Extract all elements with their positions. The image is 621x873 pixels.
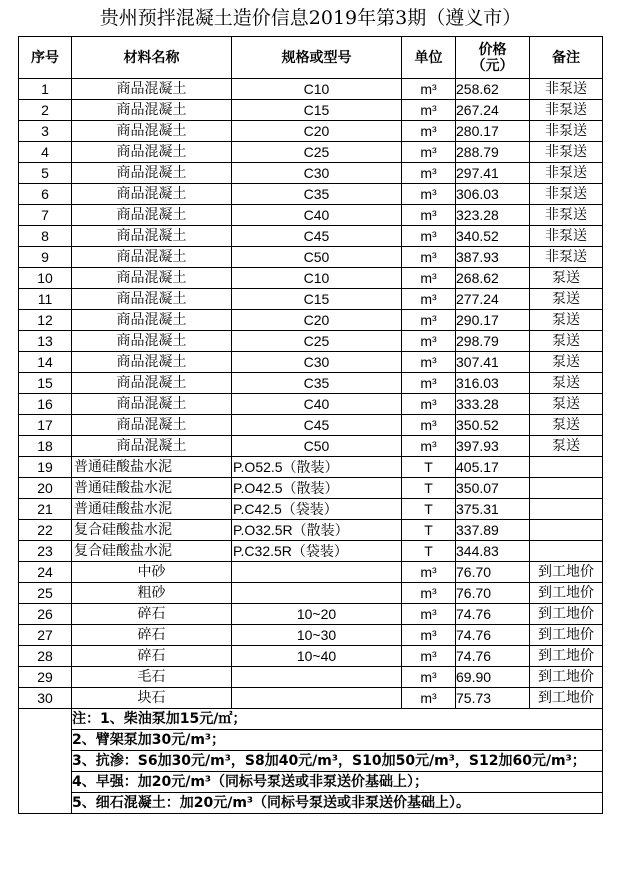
table-row bbox=[19, 646, 603, 667]
row-number-cell: 29 bbox=[19, 667, 72, 688]
table-row bbox=[19, 352, 603, 373]
price-cell: 267.24 bbox=[456, 100, 530, 121]
price-cell: 74.76 bbox=[456, 604, 530, 625]
table-row bbox=[19, 310, 603, 331]
table-row bbox=[19, 625, 603, 646]
remark-cell bbox=[530, 541, 603, 562]
remark-cell: 泵送 bbox=[530, 268, 603, 289]
unit-cell: m³ bbox=[402, 604, 456, 625]
row-number-cell: 8 bbox=[19, 226, 72, 247]
row-number-cell: 11 bbox=[19, 289, 72, 310]
price-cell: 277.24 bbox=[456, 289, 530, 310]
row-number-cell: 7 bbox=[19, 205, 72, 226]
remark-cell: 非泵送 bbox=[530, 142, 603, 163]
note-text: 4、早强：加20元/m³（同标号泵送或非泵送价基础上）； bbox=[72, 772, 603, 793]
spec-model-cell bbox=[232, 583, 402, 604]
table-row bbox=[19, 478, 603, 499]
note-left-spacer bbox=[19, 709, 72, 730]
unit-cell: m³ bbox=[402, 667, 456, 688]
price-cell: 405.17 bbox=[456, 457, 530, 478]
remark-cell: 非泵送 bbox=[530, 226, 603, 247]
price-cell: 387.93 bbox=[456, 247, 530, 268]
remark-cell: 到工地价 bbox=[530, 562, 603, 583]
remark-cell bbox=[530, 520, 603, 541]
unit-cell: m³ bbox=[402, 688, 456, 709]
unit-cell: m³ bbox=[402, 184, 456, 205]
row-number-cell: 2 bbox=[19, 100, 72, 121]
remark-cell: 泵送 bbox=[530, 331, 603, 352]
material-name-cell: 商品混凝土 bbox=[72, 331, 232, 352]
material-name-cell: 商品混凝土 bbox=[72, 268, 232, 289]
material-name-cell: 碎石 bbox=[72, 625, 232, 646]
spec-model-cell: C45 bbox=[232, 226, 402, 247]
remark-cell bbox=[530, 457, 603, 478]
row-number-cell: 20 bbox=[19, 478, 72, 499]
material-name-cell: 商品混凝土 bbox=[72, 415, 232, 436]
table-row bbox=[19, 583, 603, 604]
remark-cell: 到工地价 bbox=[530, 625, 603, 646]
remark-cell: 非泵送 bbox=[530, 184, 603, 205]
material-name-cell: 商品混凝土 bbox=[72, 247, 232, 268]
material-name-cell: 商品混凝土 bbox=[72, 121, 232, 142]
row-number-cell: 23 bbox=[19, 541, 72, 562]
row-number-cell: 10 bbox=[19, 268, 72, 289]
remark-cell: 泵送 bbox=[530, 310, 603, 331]
remark-cell: 到工地价 bbox=[530, 646, 603, 667]
material-name-cell: 毛石 bbox=[72, 667, 232, 688]
note-left-spacer bbox=[19, 730, 72, 751]
unit-cell: T bbox=[402, 478, 456, 499]
price-table bbox=[18, 36, 603, 814]
material-name-cell: 普通硅酸盐水泥 bbox=[72, 499, 232, 520]
row-number-cell: 16 bbox=[19, 394, 72, 415]
table-row bbox=[19, 520, 603, 541]
table-row bbox=[19, 226, 603, 247]
spec-model-cell bbox=[232, 667, 402, 688]
spec-model-cell: 10~30 bbox=[232, 625, 402, 646]
note-left-spacer bbox=[19, 772, 72, 793]
material-name-cell: 复合硅酸盐水泥 bbox=[72, 520, 232, 541]
remark-cell: 泵送 bbox=[530, 289, 603, 310]
spec-model-cell: C10 bbox=[232, 268, 402, 289]
column-header-unit: 单位 bbox=[402, 37, 456, 79]
remark-cell bbox=[530, 499, 603, 520]
column-header-price-line2: （元） bbox=[471, 57, 514, 74]
row-number-cell: 30 bbox=[19, 688, 72, 709]
note-text: 3、抗渗：S6加30元/m³，S8加40元/m³，S10加50元/m³，S12加60元/m³； bbox=[72, 751, 603, 772]
spec-model-cell: C45 bbox=[232, 415, 402, 436]
row-number-cell: 28 bbox=[19, 646, 72, 667]
remark-cell: 泵送 bbox=[530, 415, 603, 436]
remark-cell bbox=[530, 478, 603, 499]
table-row bbox=[19, 100, 603, 121]
price-cell: 297.41 bbox=[456, 163, 530, 184]
spec-model-cell: P.O32.5R（散装） bbox=[232, 520, 402, 541]
spec-model-cell: C25 bbox=[232, 331, 402, 352]
row-number-cell: 24 bbox=[19, 562, 72, 583]
remark-cell: 泵送 bbox=[530, 352, 603, 373]
note-row bbox=[19, 751, 603, 772]
unit-cell: T bbox=[402, 499, 456, 520]
remark-cell: 泵送 bbox=[530, 394, 603, 415]
notes-section bbox=[19, 709, 603, 814]
spec-model-cell: C15 bbox=[232, 100, 402, 121]
unit-cell: m³ bbox=[402, 394, 456, 415]
unit-cell: m³ bbox=[402, 226, 456, 247]
price-cell: 316.03 bbox=[456, 373, 530, 394]
spec-model-cell: C35 bbox=[232, 184, 402, 205]
table-row bbox=[19, 541, 603, 562]
unit-cell: m³ bbox=[402, 583, 456, 604]
note-row bbox=[19, 709, 603, 730]
note-row bbox=[19, 730, 603, 751]
material-name-cell: 商品混凝土 bbox=[72, 394, 232, 415]
table-row bbox=[19, 667, 603, 688]
table-row bbox=[19, 373, 603, 394]
table-row bbox=[19, 121, 603, 142]
price-cell: 340.52 bbox=[456, 226, 530, 247]
row-number-cell: 13 bbox=[19, 331, 72, 352]
price-cell: 76.70 bbox=[456, 562, 530, 583]
table-row bbox=[19, 415, 603, 436]
page-title: 贵州预拌混凝土造价信息2019年第3期（遵义市） bbox=[99, 7, 522, 29]
unit-cell: T bbox=[402, 541, 456, 562]
note-left-spacer bbox=[19, 751, 72, 772]
table-row bbox=[19, 604, 603, 625]
material-name-cell: 粗砂 bbox=[72, 583, 232, 604]
note-row bbox=[19, 793, 603, 814]
material-name-cell: 商品混凝土 bbox=[72, 289, 232, 310]
unit-cell: m³ bbox=[402, 247, 456, 268]
row-number-cell: 17 bbox=[19, 415, 72, 436]
material-name-cell: 商品混凝土 bbox=[72, 310, 232, 331]
unit-cell: T bbox=[402, 520, 456, 541]
row-number-cell: 25 bbox=[19, 583, 72, 604]
price-cell: 74.76 bbox=[456, 625, 530, 646]
price-cell: 268.62 bbox=[456, 268, 530, 289]
unit-cell: m³ bbox=[402, 142, 456, 163]
material-name-cell: 碎石 bbox=[72, 604, 232, 625]
spec-model-cell: C35 bbox=[232, 373, 402, 394]
remark-cell: 到工地价 bbox=[530, 667, 603, 688]
row-number-cell: 6 bbox=[19, 184, 72, 205]
material-name-cell: 普通硅酸盐水泥 bbox=[72, 478, 232, 499]
price-cell: 344.83 bbox=[456, 541, 530, 562]
remark-cell: 非泵送 bbox=[530, 205, 603, 226]
spec-model-cell: C10 bbox=[232, 79, 402, 100]
table-row bbox=[19, 394, 603, 415]
table-row bbox=[19, 562, 603, 583]
price-cell: 75.73 bbox=[456, 688, 530, 709]
price-cell: 323.28 bbox=[456, 205, 530, 226]
table-row bbox=[19, 205, 603, 226]
row-number-cell: 19 bbox=[19, 457, 72, 478]
unit-cell: m³ bbox=[402, 121, 456, 142]
unit-cell: m³ bbox=[402, 289, 456, 310]
row-number-cell: 4 bbox=[19, 142, 72, 163]
remark-cell: 到工地价 bbox=[530, 604, 603, 625]
price-cell: 298.79 bbox=[456, 331, 530, 352]
column-header-price bbox=[456, 37, 530, 79]
material-name-cell: 商品混凝土 bbox=[72, 436, 232, 457]
price-cell: 333.28 bbox=[456, 394, 530, 415]
price-cell: 375.31 bbox=[456, 499, 530, 520]
spec-model-cell: C30 bbox=[232, 352, 402, 373]
unit-cell: m³ bbox=[402, 79, 456, 100]
unit-cell: m³ bbox=[402, 436, 456, 457]
material-name-cell: 块石 bbox=[72, 688, 232, 709]
spec-model-cell: P.C32.5R（袋装） bbox=[232, 541, 402, 562]
row-number-cell: 3 bbox=[19, 121, 72, 142]
material-name-cell: 碎石 bbox=[72, 646, 232, 667]
material-name-cell: 商品混凝土 bbox=[72, 205, 232, 226]
price-cell: 280.17 bbox=[456, 121, 530, 142]
unit-cell: m³ bbox=[402, 205, 456, 226]
material-name-cell: 商品混凝土 bbox=[72, 100, 232, 121]
remark-cell: 到工地价 bbox=[530, 688, 603, 709]
note-row bbox=[19, 772, 603, 793]
spec-model-cell: C40 bbox=[232, 394, 402, 415]
price-cell: 337.89 bbox=[456, 520, 530, 541]
column-header-note: 备注 bbox=[530, 37, 603, 79]
table-row bbox=[19, 184, 603, 205]
spec-model-cell: 10~20 bbox=[232, 604, 402, 625]
column-header-spec: 规格或型号 bbox=[232, 37, 402, 79]
row-number-cell: 1 bbox=[19, 79, 72, 100]
column-header-price-line1: 价格 bbox=[478, 41, 507, 58]
table-body bbox=[19, 79, 603, 709]
price-cell: 397.93 bbox=[456, 436, 530, 457]
unit-cell: m³ bbox=[402, 415, 456, 436]
spec-model-cell: C20 bbox=[232, 121, 402, 142]
table-row bbox=[19, 268, 603, 289]
spec-model-cell: C50 bbox=[232, 436, 402, 457]
spec-model-cell: C15 bbox=[232, 289, 402, 310]
row-number-cell: 15 bbox=[19, 373, 72, 394]
unit-cell: m³ bbox=[402, 562, 456, 583]
row-number-cell: 26 bbox=[19, 604, 72, 625]
spec-model-cell: C30 bbox=[232, 163, 402, 184]
table-row bbox=[19, 457, 603, 478]
note-text: 2、臂架泵加30元/m³； bbox=[72, 730, 603, 751]
unit-cell: m³ bbox=[402, 646, 456, 667]
table-header-row bbox=[19, 37, 603, 79]
remark-cell: 非泵送 bbox=[530, 247, 603, 268]
material-name-cell: 商品混凝土 bbox=[72, 163, 232, 184]
table-row bbox=[19, 688, 603, 709]
row-number-cell: 5 bbox=[19, 163, 72, 184]
price-cell: 307.41 bbox=[456, 352, 530, 373]
spec-model-cell bbox=[232, 562, 402, 583]
remark-cell: 非泵送 bbox=[530, 100, 603, 121]
unit-cell: m³ bbox=[402, 352, 456, 373]
spec-model-cell bbox=[232, 688, 402, 709]
row-number-cell: 9 bbox=[19, 247, 72, 268]
remark-cell: 泵送 bbox=[530, 436, 603, 457]
table-row bbox=[19, 142, 603, 163]
column-header-no: 序号 bbox=[19, 37, 72, 79]
unit-cell: m³ bbox=[402, 331, 456, 352]
remark-cell: 到工地价 bbox=[530, 583, 603, 604]
table-row bbox=[19, 247, 603, 268]
unit-cell: m³ bbox=[402, 268, 456, 289]
spec-model-cell: P.C42.5（袋装） bbox=[232, 499, 402, 520]
remark-cell: 泵送 bbox=[530, 373, 603, 394]
row-number-cell: 21 bbox=[19, 499, 72, 520]
price-cell: 69.90 bbox=[456, 667, 530, 688]
table-row bbox=[19, 331, 603, 352]
note-left-spacer bbox=[19, 793, 72, 814]
material-name-cell: 商品混凝土 bbox=[72, 352, 232, 373]
spec-model-cell: C40 bbox=[232, 205, 402, 226]
unit-cell: m³ bbox=[402, 163, 456, 184]
unit-cell: m³ bbox=[402, 310, 456, 331]
remark-cell: 非泵送 bbox=[530, 121, 603, 142]
material-name-cell: 复合硅酸盐水泥 bbox=[72, 541, 232, 562]
price-cell: 74.76 bbox=[456, 646, 530, 667]
price-cell: 288.79 bbox=[456, 142, 530, 163]
material-name-cell: 商品混凝土 bbox=[72, 79, 232, 100]
column-header-name: 材料名称 bbox=[72, 37, 232, 79]
price-cell: 350.52 bbox=[456, 415, 530, 436]
spec-model-cell: C50 bbox=[232, 247, 402, 268]
material-name-cell: 商品混凝土 bbox=[72, 142, 232, 163]
material-name-cell: 普通硅酸盐水泥 bbox=[72, 457, 232, 478]
unit-cell: m³ bbox=[402, 373, 456, 394]
material-name-cell: 商品混凝土 bbox=[72, 184, 232, 205]
price-cell: 290.17 bbox=[456, 310, 530, 331]
table-row bbox=[19, 163, 603, 184]
spec-model-cell: P.O42.5（散装） bbox=[232, 478, 402, 499]
unit-cell: T bbox=[402, 457, 456, 478]
material-name-cell: 商品混凝土 bbox=[72, 373, 232, 394]
note-text: 注：1、柴油泵加15元/㎡； bbox=[72, 709, 603, 730]
spec-model-cell: C25 bbox=[232, 142, 402, 163]
spec-model-cell: 10~40 bbox=[232, 646, 402, 667]
note-text: 5、细石混凝土：加20元/m³（同标号泵送或非泵送价基础上）。 bbox=[72, 793, 603, 814]
unit-cell: m³ bbox=[402, 100, 456, 121]
row-number-cell: 14 bbox=[19, 352, 72, 373]
table-row bbox=[19, 289, 603, 310]
price-cell: 306.03 bbox=[456, 184, 530, 205]
material-name-cell: 中砂 bbox=[72, 562, 232, 583]
remark-cell: 非泵送 bbox=[530, 163, 603, 184]
unit-cell: m³ bbox=[402, 625, 456, 646]
material-name-cell: 商品混凝土 bbox=[72, 226, 232, 247]
table-row bbox=[19, 436, 603, 457]
row-number-cell: 12 bbox=[19, 310, 72, 331]
table-row bbox=[19, 79, 603, 100]
row-number-cell: 27 bbox=[19, 625, 72, 646]
price-cell: 76.70 bbox=[456, 583, 530, 604]
remark-cell: 非泵送 bbox=[530, 79, 603, 100]
price-cell: 258.62 bbox=[456, 79, 530, 100]
spec-model-cell: C20 bbox=[232, 310, 402, 331]
row-number-cell: 22 bbox=[19, 520, 72, 541]
spec-model-cell: P.O52.5（散装） bbox=[232, 457, 402, 478]
row-number-cell: 18 bbox=[19, 436, 72, 457]
price-cell: 350.07 bbox=[456, 478, 530, 499]
table-row bbox=[19, 499, 603, 520]
